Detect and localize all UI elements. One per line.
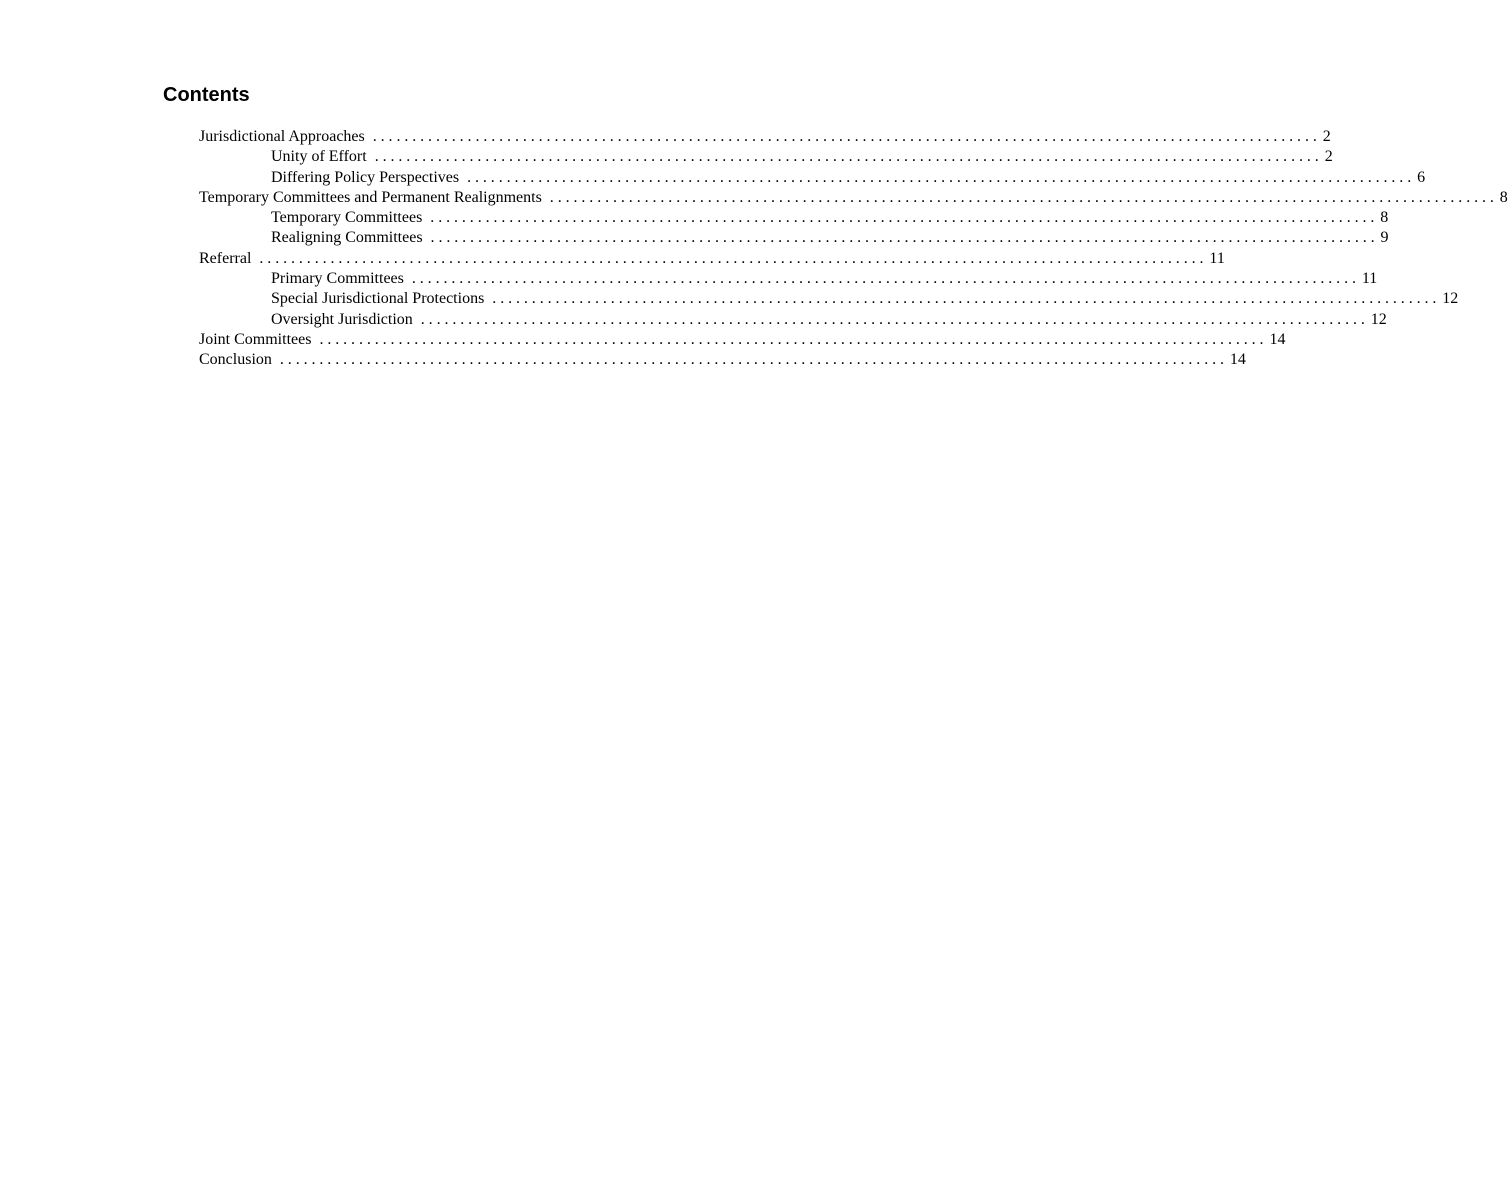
toc-entry-title: Referral bbox=[199, 249, 252, 267]
toc-page-number: 14 bbox=[1269, 330, 1286, 348]
toc-dot-leader: ........................................................................................................................ bbox=[319, 330, 1268, 348]
toc-entry-joint-committees[interactable] bbox=[199, 330, 1286, 350]
toc-entry-title: Special Jurisdictional Protections bbox=[271, 290, 485, 308]
toc-dot-leader: ........................................................................................................................ bbox=[279, 351, 1228, 369]
toc-entry-title: Primary Committees bbox=[271, 270, 404, 288]
toc-entry-temporary-committees[interactable] bbox=[199, 208, 1389, 228]
toc-entry-title: Joint Committees bbox=[199, 330, 312, 348]
toc-entry-conclusion[interactable] bbox=[199, 350, 1246, 370]
toc-page-number: 8 bbox=[1499, 188, 1508, 206]
toc-page-number: 12 bbox=[1442, 290, 1459, 308]
toc-entry-title: Realigning Committees bbox=[271, 229, 423, 247]
toc-entry-unity-of-effort[interactable] bbox=[199, 147, 1333, 167]
toc-entry-oversight-jurisdiction[interactable] bbox=[199, 310, 1387, 330]
toc-entry-title: Differing Policy Perspectives bbox=[271, 168, 460, 186]
toc-page-number: 8 bbox=[1380, 209, 1389, 227]
toc-entry-special-jurisdictional-protections[interactable] bbox=[199, 289, 1459, 309]
toc-dot-leader: ........................................................................................................................ bbox=[467, 168, 1416, 186]
toc-entry-title: Temporary Committees bbox=[271, 209, 423, 227]
toc-page-number: 14 bbox=[1229, 351, 1246, 369]
toc-dot-leader: ........................................................................................................................ bbox=[372, 128, 1321, 145]
toc-entry-primary-committees[interactable] bbox=[199, 269, 1378, 289]
toc-entry-title: Temporary Committees and Permanent Realignments bbox=[199, 188, 542, 206]
toc-entry-differing-policy-perspectives[interactable] bbox=[199, 168, 1426, 188]
toc-page-number: 12 bbox=[1370, 310, 1387, 328]
toc-page-number: 6 bbox=[1417, 168, 1426, 186]
toc-page-number: 9 bbox=[1380, 229, 1389, 247]
toc-page-number: 2 bbox=[1322, 128, 1331, 145]
toc-page-number: 11 bbox=[1209, 249, 1225, 267]
toc-entry-referral[interactable] bbox=[199, 249, 1225, 269]
toc-entry-jurisdictional-approaches[interactable] bbox=[199, 127, 1331, 147]
toc-entry-title: Unity of Effort bbox=[271, 148, 367, 166]
toc-entry-title: Conclusion bbox=[199, 351, 272, 369]
toc-dot-leader: ........................................................................................................................ bbox=[420, 310, 1369, 328]
toc-dot-leader: ........................................................................................................................ bbox=[259, 249, 1208, 267]
toc-page-number: 2 bbox=[1324, 148, 1333, 166]
toc-page-number: 11 bbox=[1361, 270, 1378, 288]
toc-dot-leader: ........................................................................................................................ bbox=[374, 148, 1323, 166]
toc-entry-title: Jurisdictional Approaches bbox=[199, 128, 365, 145]
toc-dot-leader: ........................................................................................................................ bbox=[411, 270, 1360, 288]
contents-heading: Contents bbox=[163, 84, 250, 106]
toc-entry-realigning-committees[interactable] bbox=[199, 228, 1389, 248]
toc-dot-leader: ........................................................................................................................ bbox=[549, 188, 1498, 206]
toc-dot-leader: ........................................................................................................................ bbox=[492, 290, 1441, 308]
toc-entry-temporary-committees-and-permanent-realignments[interactable] bbox=[199, 188, 1508, 208]
toc-dot-leader: ........................................................................................................................ bbox=[430, 229, 1379, 247]
table-of-contents bbox=[199, 127, 1508, 371]
toc-entry-title: Oversight Jurisdiction bbox=[271, 310, 413, 328]
toc-dot-leader: ........................................................................................................................ bbox=[430, 209, 1379, 227]
